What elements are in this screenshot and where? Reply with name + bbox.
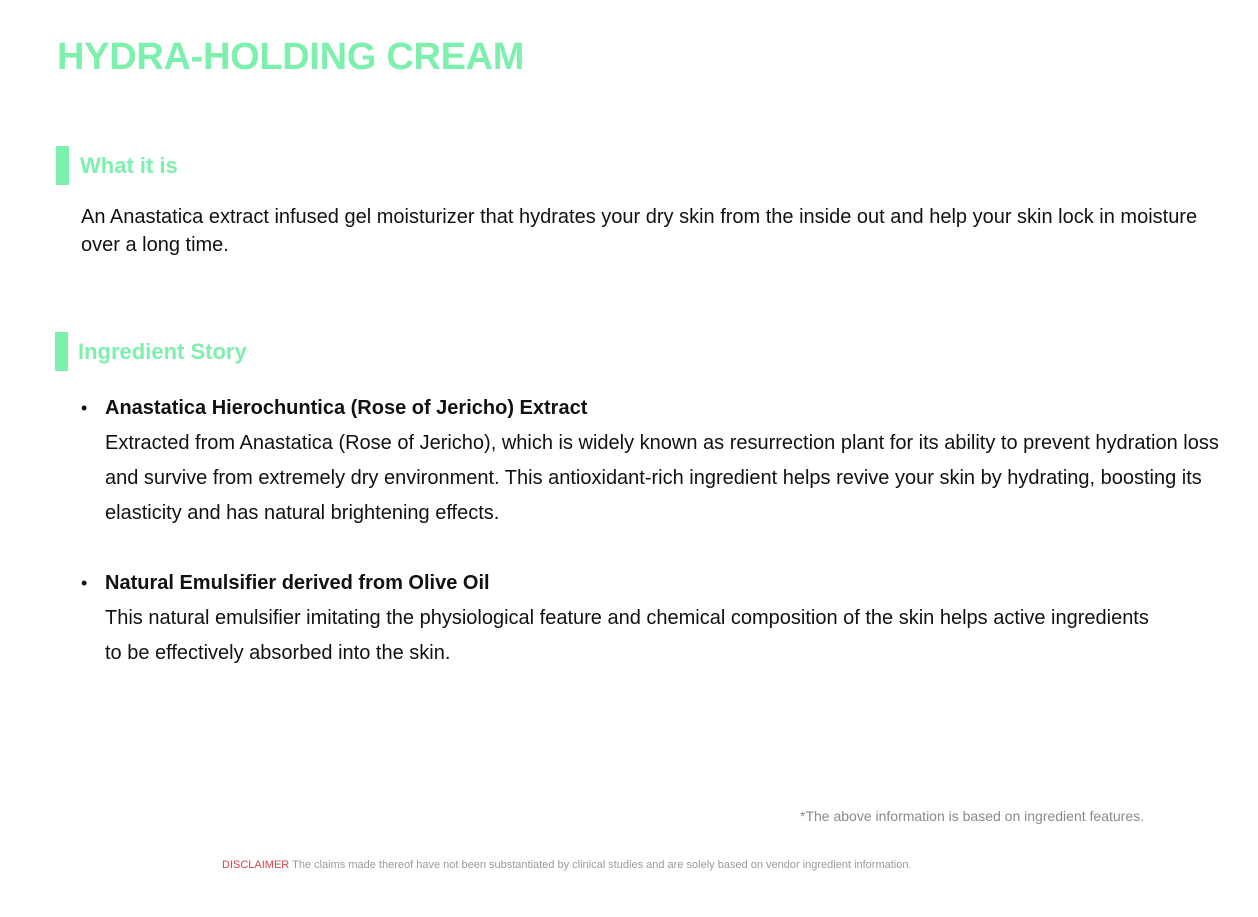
ingredient-description: Extracted from Anastatica (Rose of Jericho), which is widely known as resurrection plant for its ability to prevent hydration loss and survive from extremely dry environment. This antioxidant-rich ingredient helps revive your skin by hydrating, boosting its elasticity and has natural brightening effects. bbox=[105, 432, 1219, 524]
section-marker bbox=[55, 332, 68, 371]
page-title: HYDRA-HOLDING CREAM bbox=[57, 36, 525, 78]
bullet-icon: • bbox=[81, 398, 88, 418]
ingredient-title: Natural Emulsifier derived from Olive Oil bbox=[105, 572, 490, 594]
ingredient-description: This natural emulsifier imitating the physiological feature and chemical composition of the skin helps active ingredients to be effectively absorbed into the skin. bbox=[105, 607, 1149, 664]
disclaimer bbox=[222, 859, 912, 871]
section-marker bbox=[56, 146, 69, 185]
section-heading-ingredient-story: Ingredient Story bbox=[78, 339, 247, 364]
footnote: *The above information is based on ingredient features. bbox=[800, 808, 1144, 824]
product-description: An Anastatica extract infused gel moisturizer that hydrates your dry skin from the inside out and help your skin lock in moisture over a long time. bbox=[81, 206, 1198, 256]
ingredient-title: Anastatica Hierochuntica (Rose of Jericho) Extract bbox=[105, 397, 588, 419]
disclaimer-label: DISCLAIMER bbox=[222, 859, 290, 871]
disclaimer-text: The claims made thereof have not been substantiated by clinical studies and are solely based on vendor ingredient information. bbox=[292, 859, 912, 871]
section-heading-what-it-is: What it is bbox=[80, 153, 178, 178]
bullet-icon: • bbox=[81, 573, 88, 593]
